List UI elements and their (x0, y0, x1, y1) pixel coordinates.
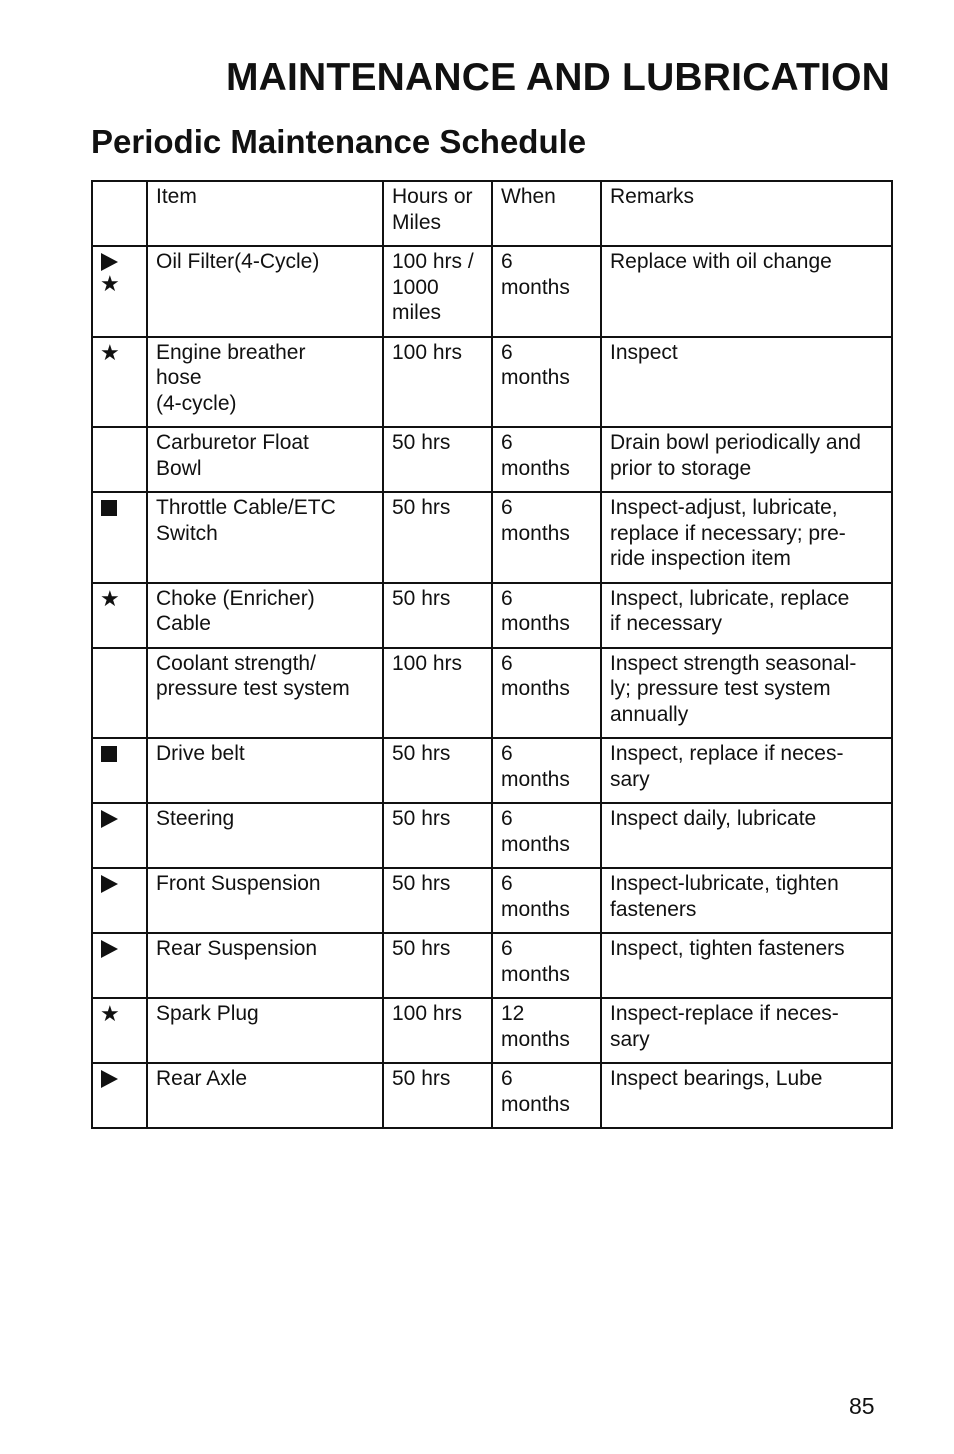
when-cell: 6 months (492, 803, 601, 868)
when-cell: 6 months (492, 427, 601, 492)
when-cell: 6 months (492, 648, 601, 739)
header-when: When (492, 181, 601, 246)
remarks-cell: Replace with oil change (601, 246, 892, 337)
item-cell: Rear Suspension (147, 933, 383, 998)
when-cell: 12 months (492, 998, 601, 1063)
header-hours-or-miles: Hours or Miles (383, 181, 492, 246)
subsection-title: Periodic Maintenance Schedule (91, 123, 587, 160)
table-row (92, 803, 892, 868)
hours-cell: 50 hrs (383, 738, 492, 803)
when-cell: 6 months (492, 868, 601, 933)
row-symbols (92, 738, 147, 803)
hours-cell: 50 hrs (383, 583, 492, 648)
item-cell: Spark Plug (147, 998, 383, 1063)
table-row (92, 427, 892, 492)
item-cell: Carburetor Float Bowl (147, 427, 383, 492)
remarks-cell: Inspect (601, 337, 892, 428)
item-cell: Drive belt (147, 738, 383, 803)
header-item: Item (147, 181, 383, 246)
when-cell: 6 months (492, 246, 601, 337)
item-cell: Throttle Cable/ETC Switch (147, 492, 383, 583)
remarks-cell: Inspect, replace if neces- sary (601, 738, 892, 803)
row-symbols (92, 648, 147, 739)
remarks-cell: Inspect, tighten fasteners (601, 933, 892, 998)
triangle-icon (101, 940, 118, 958)
item-cell: Engine breather hose (4-cycle) (147, 337, 383, 428)
maintenance-schedule-table (91, 180, 893, 1129)
remarks-cell: Inspect-lubricate, tighten fasteners (601, 868, 892, 933)
hours-cell: 100 hrs (383, 337, 492, 428)
hours-cell: 50 hrs (383, 427, 492, 492)
row-symbols (92, 868, 147, 933)
row-symbols (92, 427, 147, 492)
square-icon (101, 746, 117, 762)
when-cell: 6 months (492, 933, 601, 998)
hours-cell: 50 hrs (383, 803, 492, 868)
remarks-cell: Inspect bearings, Lube (601, 1063, 892, 1128)
item-cell: Coolant strength/ pressure test system (147, 648, 383, 739)
table-row (92, 492, 892, 583)
hours-cell: 100 hrs / 1000 miles (383, 246, 492, 337)
remarks-cell: Inspect strength seasonal- ly; pressure test system annually (601, 648, 892, 739)
row-symbols (92, 933, 147, 998)
remarks-cell: Inspect-adjust, lubricate, replace if necessary; pre- ride inspection item (601, 492, 892, 583)
square-icon (101, 500, 117, 516)
hours-cell: 100 hrs (383, 648, 492, 739)
row-symbols (92, 1063, 147, 1128)
table-row (92, 998, 892, 1063)
when-cell: 6 months (492, 1063, 601, 1128)
item-cell: Front Suspension (147, 868, 383, 933)
triangle-icon (101, 253, 118, 271)
remarks-cell: Drain bowl periodically and prior to storage (601, 427, 892, 492)
header-remarks: Remarks (601, 181, 892, 246)
star-icon: ★ (100, 271, 120, 296)
table-row (92, 1063, 892, 1128)
row-symbols (92, 337, 147, 428)
star-icon: ★ (100, 1001, 120, 1026)
when-cell: 6 months (492, 738, 601, 803)
row-symbols (92, 998, 147, 1063)
page-number: 85 (849, 1393, 875, 1419)
hours-cell: 50 hrs (383, 492, 492, 583)
table-header-row (92, 181, 892, 246)
row-symbols (92, 583, 147, 648)
row-symbols (92, 246, 147, 337)
hours-cell: 50 hrs (383, 1063, 492, 1128)
item-cell: Steering (147, 803, 383, 868)
triangle-icon (101, 1070, 118, 1088)
when-cell: 6 months (492, 492, 601, 583)
table-row (92, 246, 892, 337)
star-icon: ★ (100, 339, 120, 365)
hours-cell: 50 hrs (383, 868, 492, 933)
table-row (92, 738, 892, 803)
table-row (92, 583, 892, 648)
schedule-body (92, 246, 892, 1128)
row-symbols (92, 803, 147, 868)
remarks-cell: Inspect daily, lubricate (601, 803, 892, 868)
table-row (92, 648, 892, 739)
table-row (92, 933, 892, 998)
table-row (92, 337, 892, 428)
hours-cell: 100 hrs (383, 998, 492, 1063)
remarks-cell: Inspect-replace if neces- sary (601, 998, 892, 1063)
remarks-cell: Inspect, lubricate, replace if necessary (601, 583, 892, 648)
hours-cell: 50 hrs (383, 933, 492, 998)
table-row (92, 868, 892, 933)
item-cell: Choke (Enricher) Cable (147, 583, 383, 648)
header-symbol (92, 181, 147, 246)
when-cell: 6 months (492, 583, 601, 648)
section-title: MAINTENANCE AND LUBRICATION (225, 56, 890, 99)
item-cell: Oil Filter(4-Cycle) (147, 246, 383, 337)
triangle-icon (101, 875, 118, 893)
star-icon: ★ (100, 585, 120, 611)
item-cell: Rear Axle (147, 1063, 383, 1128)
row-symbols (92, 492, 147, 583)
triangle-icon (101, 810, 118, 828)
when-cell: 6 months (492, 337, 601, 428)
